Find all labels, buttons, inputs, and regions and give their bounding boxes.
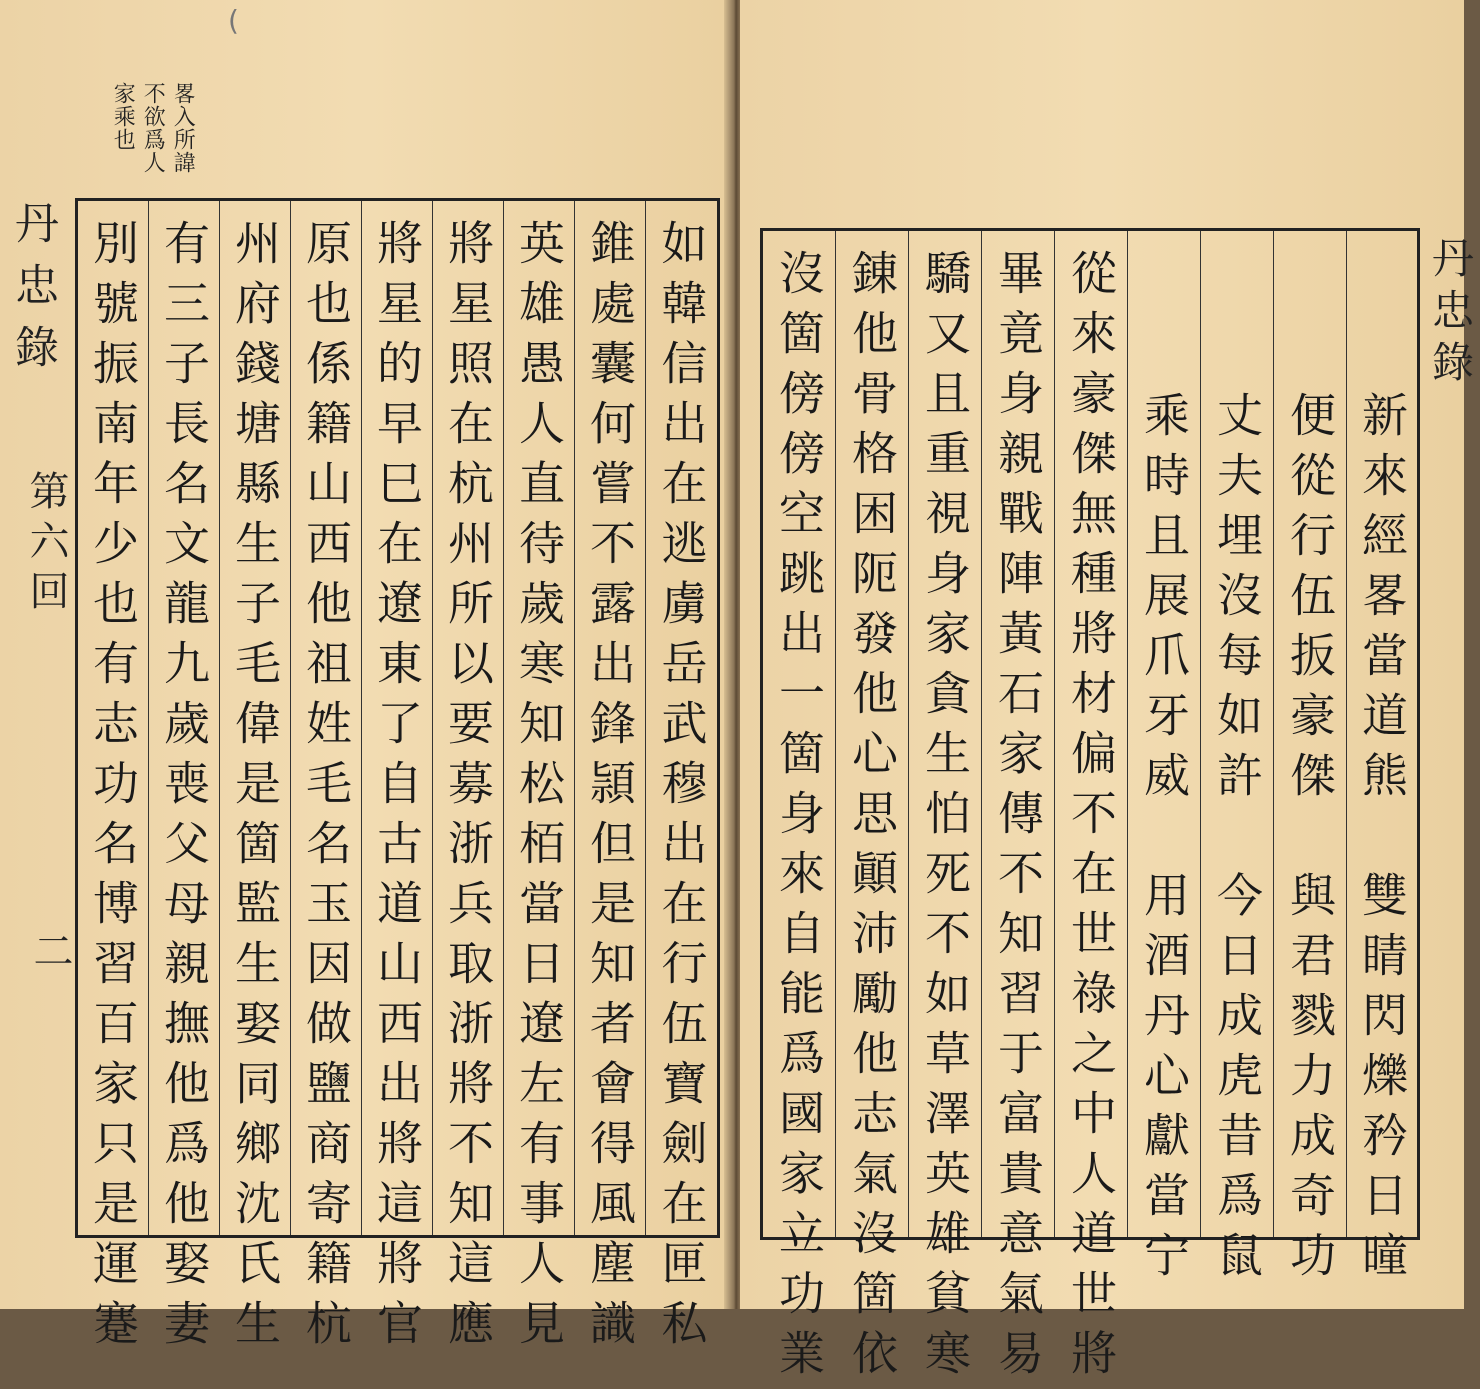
right-text-frame — [760, 228, 1420, 1389]
margin-page-number: 二 — [27, 930, 73, 970]
margin-book-title: 丹忠錄 — [7, 200, 58, 386]
text-column-9: 沒箇傍傍空跳出一箇身來自能爲國家立功業 — [763, 231, 836, 1237]
text-column-6: 畢竟身親戰陣黃石家傳不知習于富貴意氣易 — [982, 231, 1055, 1237]
pencil-mark: ( — [228, 4, 239, 37]
headnote-line-1: 畧入所諱 — [170, 82, 196, 174]
text-column-3: 英雄愚人直待歲寒知松栢當日遼左有事人見 — [504, 201, 575, 1235]
text-column-7: 州府錢塘縣生子毛偉是箇監生娶同鄉沈氏生 — [220, 201, 291, 1235]
margin-book-title: 丹忠錄 — [1426, 236, 1475, 392]
text-column-8: 錬他骨格困阨發他心思顚沛勵他志氣沒箇依 — [836, 231, 909, 1237]
text-column-5: 將星的早巳在遼東了自古道山西出將這將官 — [362, 201, 433, 1235]
headnote-line-3: 家乘也 — [110, 82, 136, 151]
text-column-1: 如韓信出在逃虜岳武穆出在行伍寶劍在匣私 — [654, 219, 709, 1359]
text-column-3: 丈夫埋沒每如許 今日成虎昔爲鼠 — [1201, 231, 1274, 1237]
text-column-9: 別號振南年少也有志功名博習百家只是運蹇 — [78, 201, 149, 1235]
text-column-6: 原也係籍山西他祖姓毛名玉因做鹽商寄籍杭 — [291, 201, 362, 1235]
text-column-8: 有三子長名文龍九歲喪父母親撫他爲他娶妻 — [149, 201, 220, 1235]
text-column-2: 錐處囊何嘗不露出鋒頴但是知者會得風塵識 — [575, 201, 646, 1235]
headnote-line-2: 不欲爲人 — [140, 82, 166, 174]
text-column-4: 將星照在杭州所以要募浙兵取浙將不知這應 — [433, 201, 504, 1235]
text-column-1: 新來經畧當道熊 雙睛閃爍矜日曈 — [1355, 391, 1409, 1291]
text-column-7: 驕又且重視身家貪生怕死不如草澤英雄貧寒 — [909, 231, 982, 1237]
text-column-5: 從來豪傑無種將材偏不在世祿之中人道世將 — [1055, 231, 1128, 1237]
margin-chapter: 第六回 — [23, 470, 69, 620]
right-page — [740, 0, 1475, 1389]
left-page — [0, 0, 730, 1359]
text-column-2: 便從行伍扳豪傑 與君戮力成奇功 — [1274, 231, 1347, 1237]
left-text-frame — [75, 198, 720, 1359]
text-column-4: 乘時且展爪牙威 用酒丹心獻當宁 — [1128, 231, 1201, 1237]
